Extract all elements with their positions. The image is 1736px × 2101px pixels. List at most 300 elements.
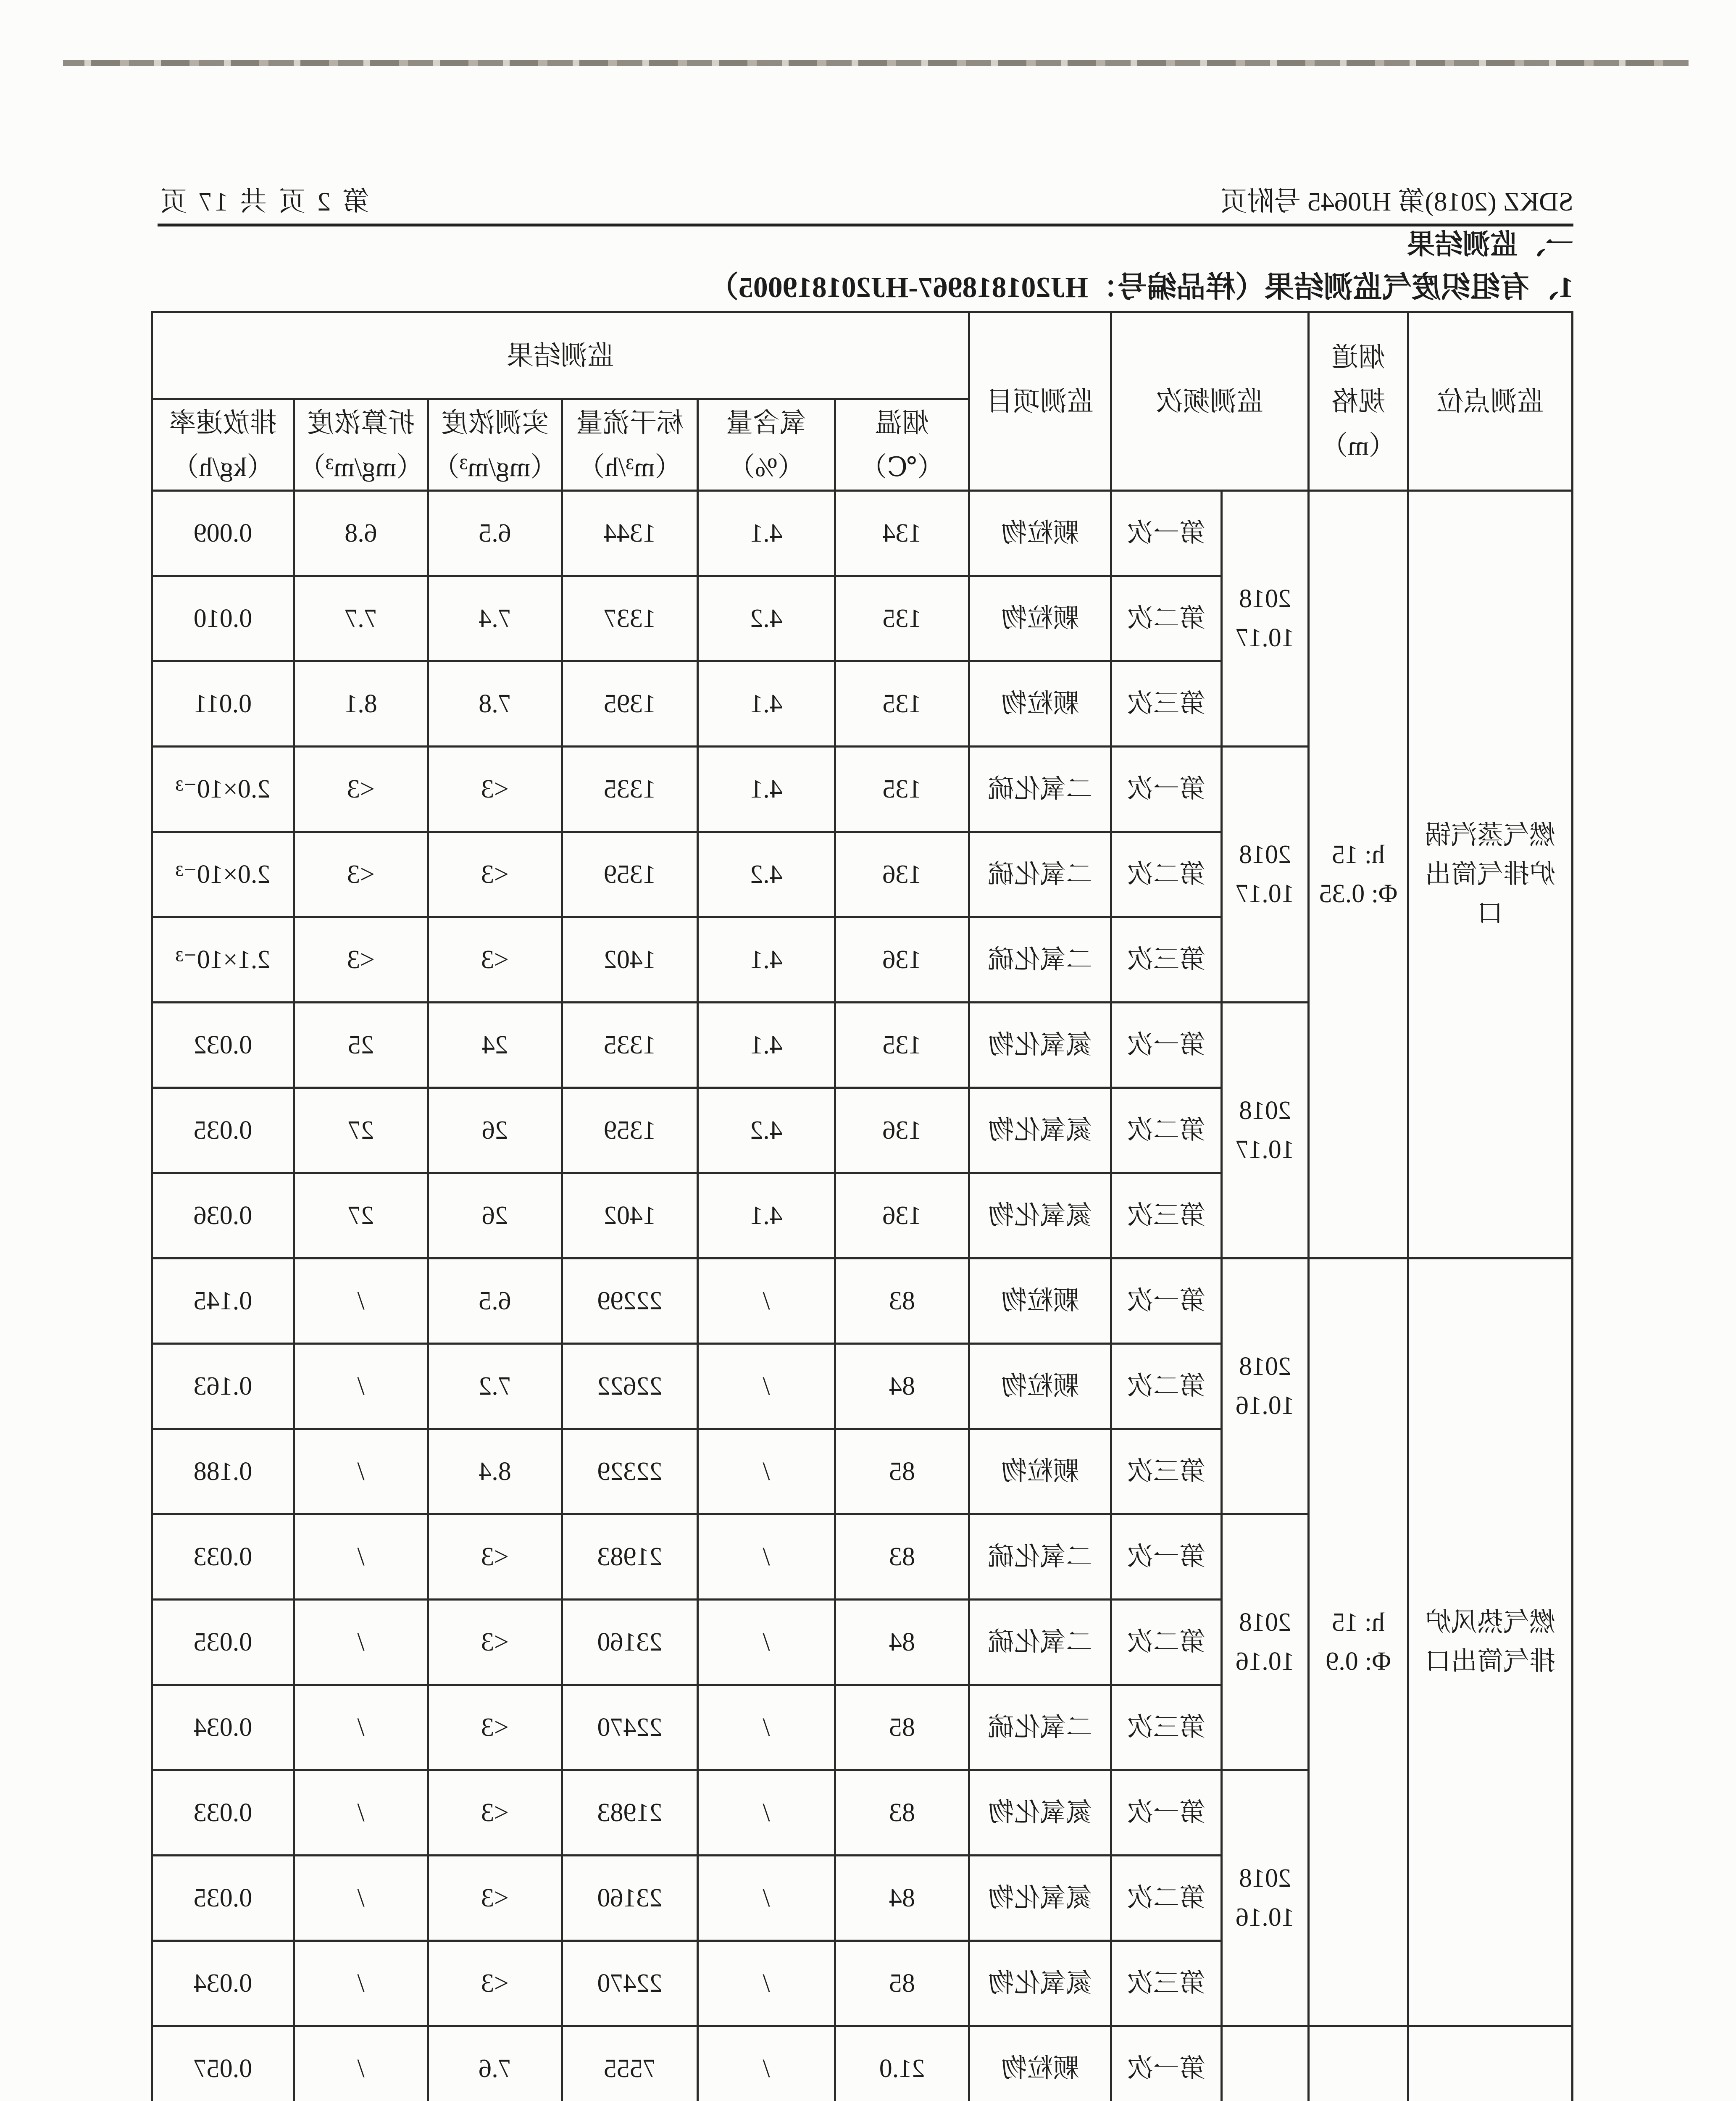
converted-conc-value: / (357, 1713, 365, 1742)
frequency-value: 第一次 (1127, 1030, 1206, 1059)
flue-temp-cell (835, 1770, 969, 1856)
converted-conc-cell (294, 747, 428, 832)
measured-conc-value: <3 (481, 1969, 509, 1998)
converted-conc-cell (294, 491, 428, 576)
monitoring-date-text: 10.16 (1236, 1903, 1294, 1932)
col-name: 氧含量 (726, 408, 807, 438)
dry-flow-value: 21983 (597, 1542, 663, 1571)
oxygen-value: 4.1 (750, 519, 783, 548)
converted-conc-cell (294, 661, 428, 747)
dry-flow-cell (562, 2026, 698, 2101)
converted-conc-value: / (357, 1542, 365, 1571)
report-number: SDKZ (2018)第 HJ0645 号附页 (1220, 187, 1573, 216)
frequency-value: 第二次 (1127, 1116, 1206, 1145)
item-value: 氮氧化物 (988, 1969, 1092, 1998)
flue-temp-cell (835, 1344, 969, 1429)
converted-conc-value: 27 (348, 1201, 374, 1230)
monitoring-point-text: 燃气蒸汽锅 (1425, 821, 1556, 850)
flue-temp-value: 135 (882, 774, 922, 803)
results-table (151, 311, 1573, 2101)
flue-spec-text: h: 15 (1332, 1608, 1385, 1637)
dry-flow-value: 23160 (597, 1627, 663, 1656)
item-value: 氮氧化物 (988, 1883, 1092, 1912)
emission-rate-value: 0.145 (193, 1286, 253, 1315)
dry-flow-cell (562, 491, 698, 576)
point-header-text: 监测点位 (1436, 386, 1544, 416)
converted-conc-cell (294, 917, 428, 1003)
dry-flow-value: 1359 (604, 860, 656, 889)
results-header (152, 312, 969, 399)
converted-conc-cell (294, 1514, 428, 1600)
converted-conc-value: <3 (347, 860, 375, 889)
oxygen-value: 4.1 (750, 945, 783, 974)
emission-rate-cell (152, 491, 294, 576)
converted-conc-cell (294, 576, 428, 661)
item-cell (969, 2026, 1111, 2101)
emission-rate-cell (152, 1429, 294, 1514)
frequency-value: 第三次 (1127, 1457, 1206, 1486)
emission-rate-value: 0.033 (193, 1798, 253, 1827)
converted-conc-value: / (357, 1883, 365, 1912)
oxygen-cell (698, 576, 835, 661)
monitoring-point-cell (1408, 2026, 1573, 2101)
oxygen-cell (698, 661, 835, 747)
item-value: 二氧化硫 (988, 1542, 1092, 1571)
emission-rate-cell (152, 1003, 294, 1088)
flue-temp-value: 83 (889, 1798, 915, 1827)
oxygen-cell (698, 1088, 835, 1173)
item-value: 氮氧化物 (988, 1030, 1092, 1059)
frequency-value: 第一次 (1127, 2054, 1206, 2083)
converted-conc-cell (294, 1088, 428, 1173)
item-cell (969, 1258, 1111, 1344)
frequency-cell (1111, 576, 1222, 661)
oxygen-cell (698, 1258, 835, 1344)
monitoring-point-text (1409, 2096, 1571, 2101)
flue-spec-cell (1309, 1258, 1408, 2026)
measured-conc-header (428, 399, 562, 491)
converted-conc-value: / (357, 1627, 365, 1656)
dry-flow-value: 1335 (604, 774, 656, 803)
measured-conc-cell (428, 1258, 562, 1344)
item-cell (969, 917, 1111, 1003)
dry-flow-cell (562, 1600, 698, 1685)
frequency-value: 第二次 (1127, 1372, 1206, 1401)
dry-flow-cell (562, 747, 698, 832)
dry-flow-value: 22622 (597, 1372, 663, 1401)
oxygen-cell (698, 1685, 835, 1770)
converted-conc-value: 25 (348, 1030, 374, 1059)
spec-header-line: 规格 (1331, 386, 1385, 416)
dry-flow-value: 1359 (604, 1116, 656, 1145)
item-cell (969, 1003, 1111, 1088)
measured-conc-cell (428, 1173, 562, 1258)
flue-temp-value: 84 (889, 1883, 915, 1912)
converted-conc-cell (294, 1429, 428, 1514)
emission-rate-cell (152, 1600, 294, 1685)
emission-rate-value: 0.011 (194, 689, 252, 718)
monitoring-date-text: 10.17 (1236, 879, 1294, 908)
item-value: 颗粒物 (1001, 2054, 1079, 2083)
frequency-cell (1111, 661, 1222, 747)
dry-flow-cell (562, 1770, 698, 1856)
flue-temp-value: 135 (882, 1030, 922, 1059)
emission-rate-cell (152, 661, 294, 747)
frequency-value: 第二次 (1127, 1627, 1206, 1656)
converted-conc-cell (294, 1173, 428, 1258)
frequency-cell (1111, 1088, 1222, 1173)
measured-conc-cell (428, 917, 562, 1003)
converted-conc-value: 27 (348, 1116, 374, 1145)
header-row (152, 312, 1573, 399)
item-value: 颗粒物 (1001, 1457, 1079, 1486)
flue-temp-value: 84 (889, 1627, 915, 1656)
frequency-cell (1111, 1685, 1222, 1770)
frequency-cell (1111, 1258, 1222, 1344)
col-name: 标干流量 (576, 408, 684, 438)
frequency-value: 第二次 (1127, 1883, 1206, 1912)
item-cell (969, 1088, 1111, 1173)
frequency-value: 第一次 (1127, 1542, 1206, 1571)
monitoring-date-text: 10.17 (1236, 1135, 1294, 1164)
header-rule (158, 224, 1573, 226)
converted-conc-value: 6.8 (345, 519, 377, 548)
item-cell (969, 1856, 1111, 1941)
measured-conc-cell (428, 1429, 562, 1514)
monitoring-date-cell (1222, 491, 1309, 747)
emission-rate-cell (152, 2026, 294, 2101)
converted-conc-cell (294, 1941, 428, 2026)
monitoring-point-text: 燃气热风炉 (1425, 1608, 1556, 1637)
flue-temp-value: 85 (889, 1969, 915, 1998)
oxygen-value: 4.1 (750, 1030, 783, 1059)
frequency-header (1111, 312, 1309, 491)
dry-flow-cell (562, 1429, 698, 1514)
scan-edge-line (63, 60, 1689, 66)
converted-conc-cell (294, 1770, 428, 1856)
flue-temp-cell (835, 1856, 969, 1941)
section-title: 一、监测结果 (1407, 229, 1573, 260)
flue-temp-value: 136 (882, 1201, 922, 1230)
monitoring-point-text: 炉排气筒出 (1425, 860, 1556, 889)
oxygen-value: 4.1 (750, 689, 783, 718)
measured-conc-cell (428, 1344, 562, 1429)
oxygen-cell (698, 1941, 835, 2026)
frequency-value: 第一次 (1127, 519, 1206, 548)
col-name: 排放速率 (169, 408, 277, 438)
item-cell (969, 747, 1111, 832)
measured-conc-value: 6.5 (479, 1286, 511, 1315)
flue-temp-value: 136 (882, 945, 922, 974)
item-value: 二氧化硫 (988, 774, 1092, 803)
item-value: 颗粒物 (1001, 604, 1079, 633)
point-header (1408, 312, 1573, 491)
flue-temp-value: 83 (889, 1286, 915, 1315)
emission-rate-value: 0.188 (193, 1457, 253, 1486)
dry-flow-cell (562, 1173, 698, 1258)
oxygen-cell (698, 1856, 835, 1941)
item-value: 颗粒物 (1001, 689, 1079, 718)
dry-flow-value: 1402 (604, 945, 656, 974)
flue-temp-cell (835, 576, 969, 661)
emission-rate-cell (152, 1173, 294, 1258)
dry-flow-value: 7555 (604, 2054, 656, 2083)
flue-temp-cell (835, 747, 969, 832)
spec-header-line: 烟道 (1331, 342, 1385, 372)
measured-conc-value: <3 (481, 1713, 509, 1742)
monitoring-point-text: 排气筒出口 (1425, 1647, 1556, 1676)
frequency-value: 第三次 (1127, 1969, 1206, 1998)
dry-flow-cell (562, 1088, 698, 1173)
measured-conc-cell (428, 747, 562, 832)
emission-rate-value: 0.034 (193, 1713, 253, 1742)
converted-conc-value: / (357, 1457, 365, 1486)
item-value: 二氧化硫 (988, 860, 1092, 889)
emission-rate-cell (152, 747, 294, 832)
emission-rate-value: 0.057 (193, 2054, 253, 2083)
col-unit: （℃） (860, 452, 944, 482)
measured-conc-cell (428, 832, 562, 917)
dry-flow-value: 1337 (604, 604, 656, 633)
item-value: 氮氧化物 (988, 1798, 1092, 1827)
monitoring-date-text: 2018 (1239, 840, 1291, 869)
flue-temp-cell (835, 1173, 969, 1258)
converted-conc-header (294, 399, 428, 491)
emission-rate-value: 0.035 (193, 1883, 253, 1912)
emission-rate-value: 2.1×10⁻³ (175, 945, 271, 974)
emission-rate-value: 2.0×10⁻³ (175, 860, 271, 889)
emission-rate-cell (152, 1941, 294, 2026)
emission-rate-cell (152, 832, 294, 917)
measured-conc-value: 26 (482, 1116, 508, 1145)
col-name: 烟温 (875, 408, 929, 438)
flue-temp-value: 85 (889, 1713, 915, 1742)
oxygen-cell (698, 832, 835, 917)
measured-conc-cell (428, 661, 562, 747)
item-value: 二氧化硫 (988, 1627, 1092, 1656)
col-unit: （mg/m³） (432, 452, 558, 482)
frequency-value: 第三次 (1127, 945, 1206, 974)
dry-flow-value: 1335 (604, 1030, 656, 1059)
flue-temp-cell (835, 1514, 969, 1600)
oxygen-cell (698, 2026, 835, 2101)
dry-flow-value: 22470 (597, 1969, 663, 1998)
measured-conc-value: <3 (481, 1542, 509, 1571)
dry-flow-value: 22329 (597, 1457, 663, 1486)
converted-conc-cell (294, 2026, 428, 2101)
frequency-cell (1111, 1600, 1222, 1685)
page-info: 第 2 页 共 17 页 (158, 187, 369, 216)
flue-temp-cell (835, 1429, 969, 1514)
monitoring-date-cell (1222, 2026, 1309, 2101)
frequency-value: 第一次 (1127, 774, 1206, 803)
dry-flow-value: 22299 (597, 1286, 663, 1315)
monitoring-date-text: 10.16 (1236, 1647, 1294, 1676)
measured-conc-cell (428, 1514, 562, 1600)
frequency-value: 第三次 (1127, 1713, 1206, 1742)
monitoring-date-text: 2018 (1239, 1352, 1291, 1381)
converted-conc-cell (294, 1600, 428, 1685)
oxygen-header (698, 399, 835, 491)
emission-rate-header (152, 399, 294, 491)
item-value: 氮氧化物 (988, 1201, 1092, 1230)
flue-temp-value: 85 (889, 1457, 915, 1486)
oxygen-cell (698, 747, 835, 832)
oxygen-value: / (763, 1713, 770, 1742)
frequency-value: 第二次 (1127, 604, 1206, 633)
flue-temp-cell (835, 1258, 969, 1344)
table-row (152, 1258, 1573, 1344)
oxygen-cell (698, 491, 835, 576)
table-row (152, 491, 1573, 576)
flue-temp-cell (835, 1088, 969, 1173)
frequency-value: 第二次 (1127, 860, 1206, 889)
measured-conc-cell (428, 491, 562, 576)
oxygen-value: 4.1 (750, 774, 783, 803)
measured-conc-value: <3 (481, 945, 509, 974)
frequency-cell (1111, 747, 1222, 832)
dry-flow-cell (562, 1856, 698, 1941)
converted-conc-cell (294, 1258, 428, 1344)
converted-conc-cell (294, 1856, 428, 1941)
emission-rate-value: 2.0×10⁻³ (175, 774, 271, 803)
oxygen-cell (698, 1173, 835, 1258)
flue-spec-text: Φ: 0.9 (1326, 1647, 1391, 1676)
flue-temp-cell (835, 917, 969, 1003)
measured-conc-cell (428, 1770, 562, 1856)
dry-flow-cell (562, 1003, 698, 1088)
emission-rate-cell (152, 576, 294, 661)
spec-header-line: （m） (1321, 430, 1396, 461)
frequency-cell (1111, 2026, 1222, 2101)
emission-rate-cell (152, 1685, 294, 1770)
emission-rate-value: 0.009 (193, 519, 253, 548)
dry-flow-cell (562, 1514, 698, 1600)
item-value: 氮氧化物 (988, 1116, 1092, 1145)
monitoring-date-cell (1222, 1258, 1309, 1514)
emission-rate-value: 0.035 (193, 1116, 253, 1145)
item-cell (969, 576, 1111, 661)
oxygen-value: / (763, 1627, 770, 1656)
emission-rate-cell (152, 1344, 294, 1429)
dry-flow-cell (562, 1685, 698, 1770)
monitoring-date-text: 10.16 (1236, 1391, 1294, 1420)
converted-conc-value: / (357, 1372, 365, 1401)
emission-rate-value: 0.010 (193, 604, 253, 633)
flue-temp-cell (835, 1003, 969, 1088)
measured-conc-cell (428, 1003, 562, 1088)
oxygen-value: / (763, 1372, 770, 1401)
measured-conc-value: <3 (481, 774, 509, 803)
converted-conc-value: <3 (347, 774, 375, 803)
monitoring-date-text: 10.17 (1236, 624, 1294, 652)
flue-temp-value: 134 (882, 519, 922, 548)
dry-flow-cell (562, 576, 698, 661)
emission-rate-value: 0.034 (193, 1969, 253, 1998)
measured-conc-cell (428, 1685, 562, 1770)
item-value: 颗粒物 (1001, 1286, 1079, 1315)
measured-conc-value: <3 (481, 1798, 509, 1827)
item-cell (969, 1941, 1111, 2026)
converted-conc-value: / (357, 1798, 365, 1827)
flue-temp-cell (835, 1600, 969, 1685)
monitoring-date-cell (1222, 747, 1309, 1003)
measured-conc-cell (428, 1856, 562, 1941)
converted-conc-cell (294, 1344, 428, 1429)
measured-conc-value: <3 (481, 1627, 509, 1656)
emission-rate-cell (152, 1856, 294, 1941)
converted-conc-value: / (357, 1969, 365, 1998)
table-body (152, 491, 1573, 2101)
flue-temp-cell (835, 2026, 969, 2101)
item-cell (969, 1429, 1111, 1514)
item-value: 颗粒物 (1001, 519, 1079, 548)
flue-temp-cell (835, 1941, 969, 2026)
item-header (969, 312, 1111, 491)
converted-conc-cell (294, 1685, 428, 1770)
item-cell (969, 1344, 1111, 1429)
oxygen-value: / (763, 1969, 770, 1998)
item-cell (969, 832, 1111, 917)
dry-flow-cell (562, 1258, 698, 1344)
oxygen-value: / (763, 1542, 770, 1571)
monitoring-date-cell (1222, 1003, 1309, 1258)
measured-conc-value: 24 (482, 1030, 508, 1059)
emission-rate-cell (152, 1770, 294, 1856)
measured-conc-value: 7.6 (479, 2054, 511, 2083)
dry-flow-value: 22470 (597, 1713, 663, 1742)
oxygen-cell (698, 1003, 835, 1088)
oxygen-value: 4.2 (750, 604, 783, 633)
converted-conc-value: 7.7 (345, 604, 377, 633)
measured-conc-value: <3 (481, 1883, 509, 1912)
frequency-value: 第一次 (1127, 1286, 1206, 1315)
item-cell (969, 1173, 1111, 1258)
flue-temp-cell (835, 1685, 969, 1770)
emission-rate-value: 0.035 (193, 1627, 253, 1656)
monitoring-point-cell (1408, 491, 1573, 1258)
converted-conc-value: 8.1 (345, 689, 377, 718)
converted-conc-cell (294, 832, 428, 917)
oxygen-cell (698, 1770, 835, 1856)
emission-rate-cell (152, 917, 294, 1003)
results-header-text: 监测结果 (507, 340, 614, 371)
flue-temp-value: 135 (882, 604, 922, 633)
item-cell (969, 1770, 1111, 1856)
oxygen-value: 4.1 (750, 1201, 783, 1230)
converted-conc-value: <3 (347, 945, 375, 974)
monitoring-date-cell (1222, 1770, 1309, 2026)
frequency-value: 第三次 (1127, 1201, 1206, 1230)
dry-flow-cell (562, 832, 698, 917)
col-name: 实测浓度 (441, 408, 549, 438)
flue-temp-cell (835, 832, 969, 917)
converted-conc-value: / (357, 1286, 365, 1315)
measured-conc-cell (428, 576, 562, 661)
col-unit: （kg/h） (172, 452, 274, 482)
emission-rate-value: 0.036 (193, 1201, 253, 1230)
frequency-cell (1111, 832, 1222, 917)
oxygen-value: / (763, 1286, 770, 1315)
oxygen-value: / (763, 1883, 770, 1912)
item-cell (969, 1685, 1111, 1770)
flue-spec-text: h: 15 (1332, 840, 1385, 869)
frequency-cell (1111, 491, 1222, 576)
table-header (152, 312, 1573, 491)
monitoring-point-text: 口 (1477, 899, 1504, 928)
oxygen-value: / (763, 1798, 770, 1827)
converted-conc-value: / (357, 2054, 365, 2083)
